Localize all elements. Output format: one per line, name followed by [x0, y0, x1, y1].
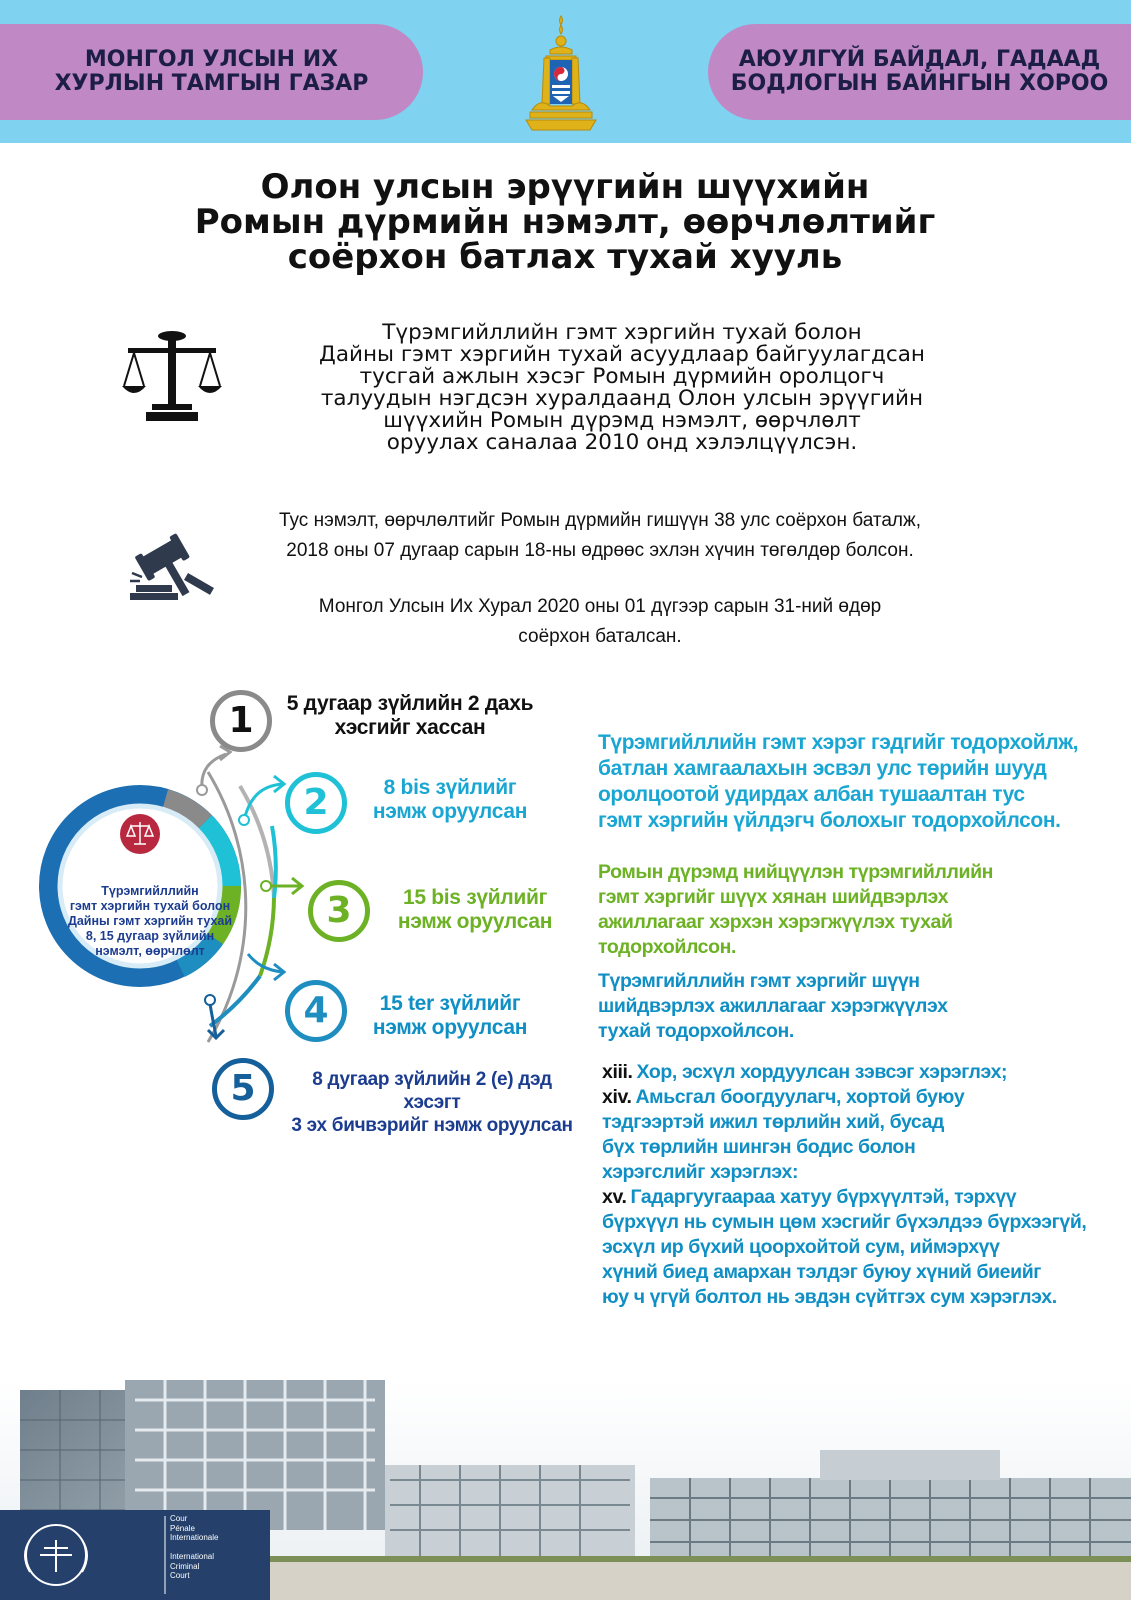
definition-text-block: Түрэмгийллийн гэмт хэрэг гэдгийг тодорхойлж, батлан хамгаалахын эсвэл улс төрийн шууд оролцоотой удирдах албан тушаалтан тус гэмт хэргийн үйлдэгч болохыг тодорхойлсон. [598, 731, 1079, 832]
weapons-list [602, 1060, 1102, 1310]
jurisdiction-text-block: Түрэмгийллийн гэмт хэргийг шүүн шийдвэрлэх ажиллагааг хэрэгжүүлэх тухай тодорхойлсон. [598, 970, 948, 1042]
list-marker: xv. [602, 1186, 627, 1208]
list-item-text: Гадаргуугаараа хатуу бүрхүүлтэй, тэрхүү бүрхүүл нь сумын цөм хэсгийг бүхэлдээ бүрхээгүй, эсхүл ир бүхий цоорхойтой сум, иймэрхүү хүний биед амархан тэлдэг буюу хүний биеийг юу ч үгүй болтол нь эвдэн сүйтгэх сум хэрэглэх. [602, 1186, 1087, 1308]
right-org-name: АЮУЛГҮЙ БАЙДАЛ, ГАДААД БОДЛОГЫН БАЙНГЫН ХОРОО [730, 47, 1109, 96]
icc-sign-plate-text: Cour Pénale Internationale International Criminal Court [170, 1514, 219, 1580]
step-number-1: 1 [210, 690, 272, 752]
list-item-text: Хор, эсхүл хордуулсан зэвсэг хэрэглэх; [636, 1061, 1008, 1083]
diagram-center-label: Түрэмгийллийн гэмт хэргийн тухай болон Дайны гэмт хэргийн тухай 8, 15 дугаар зүйлийн нэмэлт, өөрчлөлт [67, 884, 233, 958]
list-item-text: Амьсгал боогдуулагч, хортой буюу тэдгээртэй ижил төрлийн хий, бусад бүх төрлийн шингэн бодис болон хэрэгслийг хэрэглэх: [602, 1086, 965, 1183]
step-label-5: 8 дугаар зүйлийн 2 (е) дэд хэсэгт 3 эх бичвэрийг нэмж оруулсан [291, 1069, 573, 1136]
page-title: Олон улсын эрүүгийн шүүхийн Ромын дүрмийн нэмэлт, өөрчлөлтийг соёрхон батлах тухай хууль [194, 167, 936, 277]
scales-of-justice-icon [122, 328, 222, 423]
list-item [602, 1060, 1102, 1085]
header-bar [0, 0, 1131, 143]
list-item [602, 1085, 1102, 1185]
adoption-paragraph: Тус нэмэлт, өөрчлөлтийг Ромын дүрмийн гишүүн 38 улс соёрхон баталж, 2018 оны 07 дугаар сарын 18-ны өдрөөс эхлэн хүчин төгөлдөр болсон. [278, 510, 921, 561]
left-org-name: МОНГОЛ УЛСЫН ИХ ХУРЛЫН ТАМГЫН ГАЗАР [54, 47, 369, 96]
ratification-paragraph: Монгол Улсын Их Хурал 2020 оны 01 дүгээр сарын 31-ний өдөр соёрхон баталсан. [318, 596, 882, 647]
gavel-icon [128, 533, 220, 601]
step-label-4: 15 ter зүйлийг нэмж оруулсан [372, 992, 528, 1039]
step-number-3: 3 [308, 880, 370, 942]
step-label-1: 5 дугаар зүйлийн 2 дахь хэсгийг хассан [286, 692, 534, 739]
intro-paragraph: Түрэмгийллийн гэмт хэргийн тухай болон Дайны гэмт хэргийн тухай асуудлаар байгуулагдсан тусгай ажлын хэсэг Ромын дүрмийн оролцогч талуудын нэгдсэн хуралдаанд Олон улсын эрүүгийн шүүхийн Ромын дүрэмд нэмэлт, өөрчлөлт оруулах саналаа 2010 онд хэлэлцүүлсэн. [319, 320, 925, 455]
step-number-4: 4 [285, 980, 347, 1042]
right-org-banner [708, 24, 1131, 120]
list-item [602, 1185, 1102, 1310]
left-org-banner [0, 24, 423, 120]
step-label-3: 15 bis зүйлийг нэмж оруулсан [397, 886, 553, 933]
step-number-2: 2 [285, 772, 347, 834]
list-marker: xiii. [602, 1061, 633, 1083]
step-number-5: 5 [212, 1058, 274, 1120]
list-marker: xiv. [602, 1086, 632, 1108]
soyombo-emblem-icon [520, 14, 602, 132]
procedure-text-block: Ромын дүрэмд нийцүүлэн түрэмгийллийн гэмт хэргийг шүүх хянан шийдвэрлэх ажиллагааг хэрхэн хэрэгжүүлэх тухай тодорхойлсон. [598, 861, 994, 958]
step-label-2: 8 bis зүйлийг нэмж оруулсан [372, 776, 528, 823]
